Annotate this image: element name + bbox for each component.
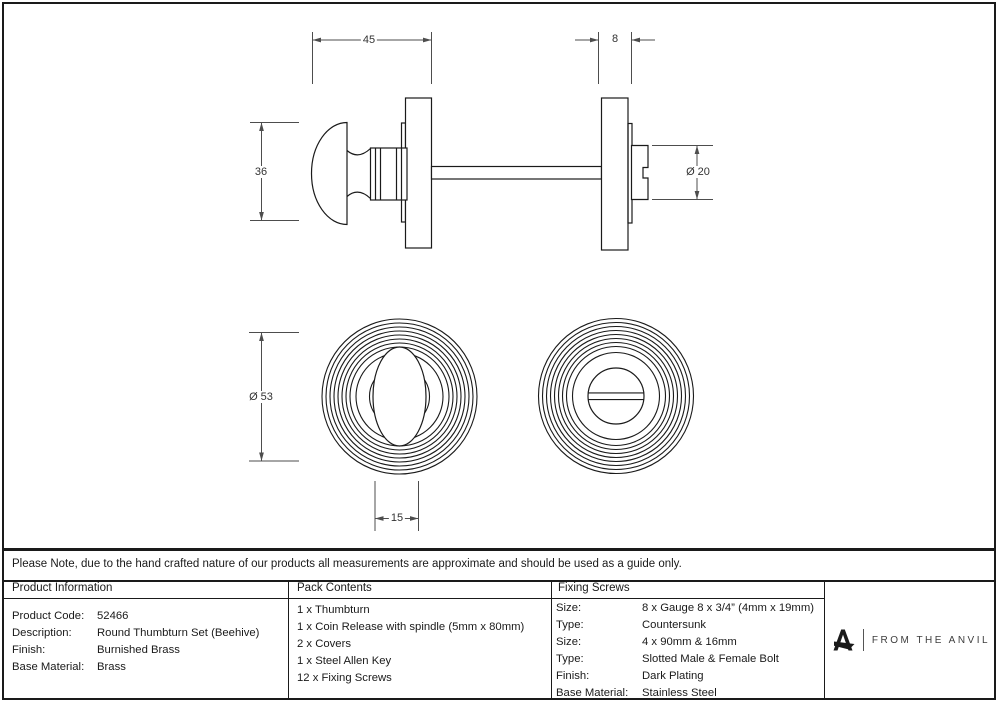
row-value: Stainless Steel: [642, 686, 717, 699]
dim-width-45-label: 45: [362, 34, 376, 46]
table-row: [12, 608, 259, 625]
table-row: [556, 617, 814, 634]
product-information-cell: [12, 608, 259, 676]
measurement-note: Please Note, due to the hand crafted nature of our products all measurements are approximate and should be used as a guide only.: [12, 558, 682, 570]
row-label: Base Material:: [556, 686, 629, 699]
list-item: 1 x Thumbturn: [297, 603, 370, 616]
row-label: Base Material:: [12, 661, 85, 673]
row-label: Finish:: [556, 669, 590, 682]
table-row: [556, 668, 814, 685]
row-value: 4 x 90mm & 16mm: [642, 635, 737, 648]
column-divider-1: [288, 580, 289, 700]
row-value: Countersunk: [642, 618, 707, 631]
brand-name: FROM THE ANVIL: [871, 634, 991, 646]
from-the-anvil-logo: [824, 580, 997, 700]
dim-depth-8-label: 8: [611, 33, 619, 45]
dim-bolt-diameter-label: Ø 20: [686, 166, 710, 178]
product-information-header: Product Information: [12, 582, 113, 594]
fixing-screws-cell: [556, 600, 814, 702]
row-label: Type:: [556, 652, 584, 665]
dim-turn-width-label: 15: [390, 512, 404, 524]
dim-rose-diameter-label: Ø 53: [249, 391, 273, 403]
row-label: Description:: [12, 627, 72, 639]
row-label: Size:: [556, 601, 582, 614]
table-row: [556, 651, 814, 668]
table-row: [12, 659, 259, 676]
header-row-divider: [2, 598, 824, 599]
row-value: Brass: [97, 661, 126, 673]
pack-contents-header: Pack Contents: [297, 582, 372, 594]
fixing-screws-header: Fixing Screws: [558, 582, 630, 594]
row-label: Size:: [556, 635, 582, 648]
drawing-note-divider: [2, 548, 996, 551]
pack-contents-cell: [297, 602, 524, 687]
row-label: Product Code:: [12, 610, 85, 622]
row-value: Round Thumbturn Set (Beehive): [97, 627, 260, 639]
column-divider-2: [551, 580, 552, 700]
logo-divider: [863, 629, 864, 651]
table-row: [12, 625, 259, 642]
row-value: Slotted Male & Female Bolt: [642, 652, 779, 665]
list-item: 1 x Steel Allen Key: [297, 654, 392, 667]
list-item: 2 x Covers: [297, 637, 351, 650]
list-item: 12 x Fixing Screws: [297, 671, 392, 684]
list-item: 1 x Coin Release with spindle (5mm x 80mm): [297, 620, 525, 633]
anvil-a-icon: [831, 628, 855, 652]
row-label: Type:: [556, 618, 584, 631]
row-label: Finish:: [12, 644, 46, 656]
row-value: 52466: [97, 610, 129, 622]
table-row: [556, 600, 814, 617]
table-row: [556, 634, 814, 651]
dim-height-36-label: 36: [254, 166, 268, 178]
row-value: Burnished Brass: [97, 644, 180, 656]
table-row: [12, 642, 259, 659]
row-value: Dark Plating: [642, 669, 704, 682]
table-row: [556, 685, 814, 702]
row-value: 8 x Gauge 8 x 3/4” (4mm x 19mm): [642, 601, 815, 614]
